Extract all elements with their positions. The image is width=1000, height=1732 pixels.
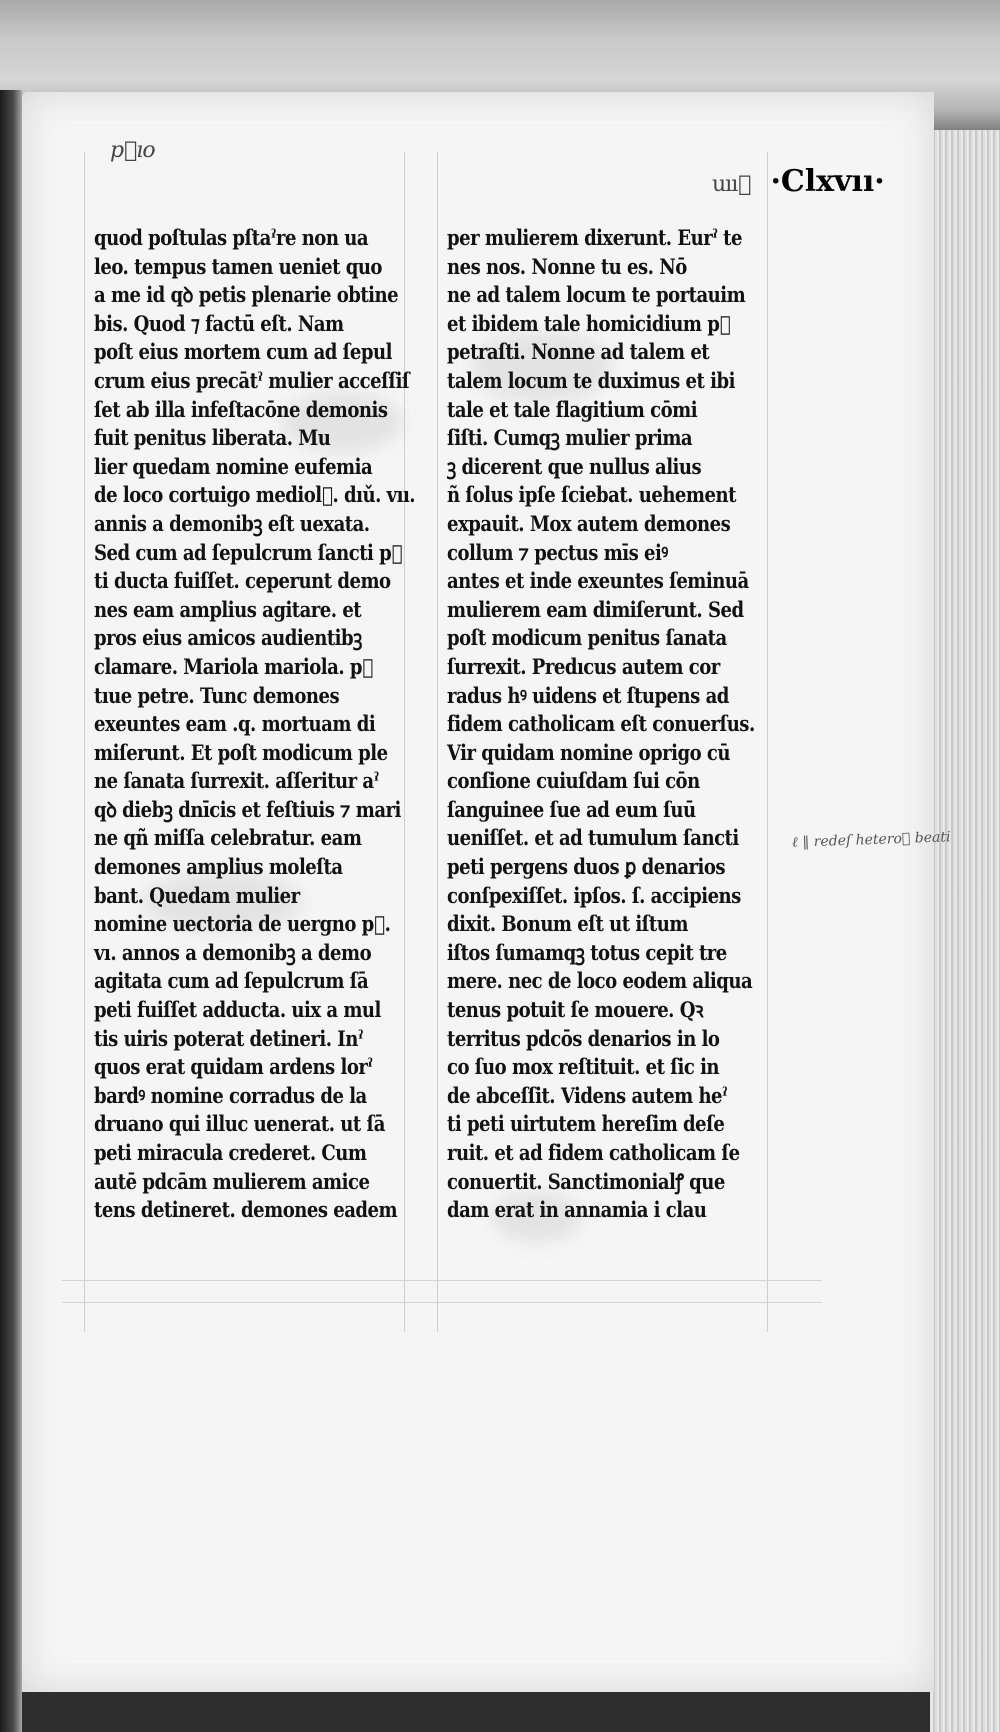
text-line: iſtos ſumamqꝫ totus cepit tre bbox=[447, 939, 727, 965]
text-line: demones amplius moleſta bbox=[94, 854, 343, 880]
text-line: druano qui illuc uenerat. ut ſā bbox=[94, 1111, 385, 1137]
ruling-line bbox=[84, 152, 85, 1332]
text-line: peti miracula crederet. Cum bbox=[94, 1140, 367, 1165]
ruling-line bbox=[437, 152, 438, 1332]
text-line: talem locum te duximus et ibi bbox=[447, 367, 735, 393]
text-line: antes et inde exeuntes ſeminuā bbox=[447, 568, 749, 594]
text-line: bardꝰ nomine corradus de la bbox=[94, 1082, 367, 1108]
text-line: mere. nec de loco eodem aliqua bbox=[447, 968, 753, 994]
manuscript-page bbox=[22, 92, 951, 1692]
text-line: mulierem eam dimiſerunt. Sed bbox=[447, 596, 744, 622]
text-line: co ſuo mox reſtituit. et ſic in bbox=[447, 1054, 720, 1080]
text-line: quod poſtulas pſtaˀre non ua bbox=[94, 225, 369, 250]
text-line: collum ⁊ pectus mīs eiꝰ bbox=[447, 539, 668, 565]
text-line: tens detineret. demones eadem bbox=[94, 1197, 398, 1223]
text-column-right bbox=[447, 224, 772, 1225]
text-line: bis. Quod ⁊ factū eſt. Nam bbox=[94, 310, 344, 336]
text-line: conuertit. Sanctimonialꝭ que bbox=[447, 1168, 725, 1194]
text-line: annis a demonibꝫ eſt uexata. bbox=[94, 510, 370, 536]
text-line: conſpexiſſet. ipſos. ſ. accipiens bbox=[447, 882, 741, 908]
text-line: poſt modicum penitus ſanata bbox=[447, 625, 727, 651]
text-line: ti peti uirtutem hereſim deſe bbox=[447, 1111, 725, 1137]
folio-number bbox=[712, 164, 885, 199]
text-line: peti fuiſſet adducta. uix a mul bbox=[94, 997, 381, 1023]
text-line: a me id qꝺ petis plenarie obtine bbox=[94, 282, 399, 308]
running-header-left: p᷑ıo bbox=[110, 138, 155, 163]
text-line: expauit. Mox autem demones bbox=[447, 510, 731, 536]
text-line: ti ducta fuiſſet. ceperunt demo bbox=[94, 568, 391, 594]
text-line: ſiſti. Cumqꝫ mulier prima bbox=[447, 425, 693, 451]
text-line: lier quedam nomine eufemia bbox=[94, 453, 373, 479]
text-line: leo. tempus tamen ueniet quo bbox=[94, 253, 382, 279]
facing-page-edge bbox=[0, 90, 22, 1732]
text-line: nomine uectoria de uergno p᷑. bbox=[94, 911, 391, 937]
page-stack-edge bbox=[930, 130, 1000, 1732]
text-line: ſurrexit. Predıcus autem cor bbox=[447, 653, 720, 679]
marginal-note: ℓ ‖ redeſ hetero᷑ beati bbox=[791, 829, 951, 851]
text-line: petraſti. Nonne ad talem et bbox=[447, 339, 710, 365]
text-line: et ibidem tale homicidium p᷑ bbox=[447, 310, 731, 336]
text-line: ne ſanata ſurrexit. aſſeritur aˀ bbox=[94, 768, 379, 794]
text-line: quos erat quidam ardens lorˀ bbox=[94, 1054, 373, 1080]
text-line: clamare. Mariola mariola. p᷑ bbox=[94, 653, 373, 679]
text-line: crum eius precātˀ mulier acceſſiſ bbox=[94, 367, 410, 393]
text-line: radus hꝰ uidens et ſtupens ad bbox=[447, 682, 729, 708]
text-line: bant. Quedam mulier bbox=[94, 882, 300, 908]
text-line: ſanguinee ſue ad eum ſuū bbox=[447, 796, 696, 822]
text-line: territus pdcōs denarios in lo bbox=[447, 1025, 720, 1051]
text-column-left bbox=[94, 224, 416, 1225]
text-line: tıue petre. Tunc demones bbox=[94, 682, 340, 708]
text-line: Vir quidam nomine oprigo cū bbox=[447, 739, 730, 765]
text-line: miſerunt. Et poſt modicum ple bbox=[94, 739, 388, 765]
text-line: ꝫ dicerent que nullus alius bbox=[447, 453, 702, 479]
text-line: conſione cuiuſdam ſui cōn bbox=[447, 768, 700, 794]
text-line: autē pdcām mulierem amice bbox=[94, 1168, 370, 1194]
text-line: fidem catholicam eſt conuerſus. bbox=[447, 711, 755, 737]
text-line: tis uiris poterat detineri. Inˀ bbox=[94, 1025, 363, 1051]
text-line: poſt eius mortem cum ad ſepul bbox=[94, 339, 392, 365]
text-line: ruit. et ad fidem catholicam ſe bbox=[447, 1140, 740, 1165]
text-line: Sed cum ad ſepulcrum ſancti p᷑ bbox=[94, 539, 403, 565]
text-line: vı. annos a demonibꝫ a demo bbox=[94, 939, 372, 965]
text-line: dixit. Bonum eſt ut iſtum bbox=[447, 911, 688, 937]
text-line: peti pergens duos ꝑ denarios bbox=[447, 854, 726, 880]
text-line: per mulierem dixerunt. Eurˀ te bbox=[447, 225, 742, 250]
text-line: tenus potuit ſe mouere. Qꝛ bbox=[447, 997, 703, 1023]
text-line: nes eam amplius agitare. et bbox=[94, 596, 362, 622]
text-line: exeuntes eam .q. mortuam di bbox=[94, 711, 376, 737]
text-line: ne qñ miſſa celebratur. eam bbox=[94, 825, 362, 851]
text-line: tale et tale flagitium cōmi bbox=[447, 396, 698, 422]
text-line: nes nos. Nonne tu es. Nō bbox=[447, 253, 687, 279]
text-line: ſet ab illa infeſtacōne demonis bbox=[94, 396, 388, 422]
text-line: de abceſſit. Videns autem heˀ bbox=[447, 1082, 728, 1108]
folio-numeral: ·Clxvıı· bbox=[770, 164, 885, 199]
text-line: ñ ſolus ipſe ſciebat. uehement bbox=[447, 482, 736, 508]
text-line: ne ad talem locum te portauim bbox=[447, 282, 746, 308]
ruling-line bbox=[62, 1280, 822, 1281]
text-line: dam erat in annamia i clau bbox=[447, 1197, 707, 1223]
text-line: pros eius amicos audientibꝫ bbox=[94, 625, 362, 651]
ruling-line bbox=[62, 1302, 822, 1303]
text-line: qꝺ diebꝫ dnīcis et feſtiuis ⁊ mari bbox=[94, 796, 401, 822]
text-line: de loco cortuigo mediol᷑. dıǔ. vıı. bbox=[94, 482, 416, 508]
running-header-right: uıı᷑ bbox=[712, 172, 751, 197]
text-line: fuit penitus liberata. Mu bbox=[94, 425, 331, 451]
text-line: ueniſſet. et ad tumulum ſancti bbox=[447, 825, 739, 851]
text-line: agitata cum ad ſepulcrum ſā bbox=[94, 968, 369, 994]
